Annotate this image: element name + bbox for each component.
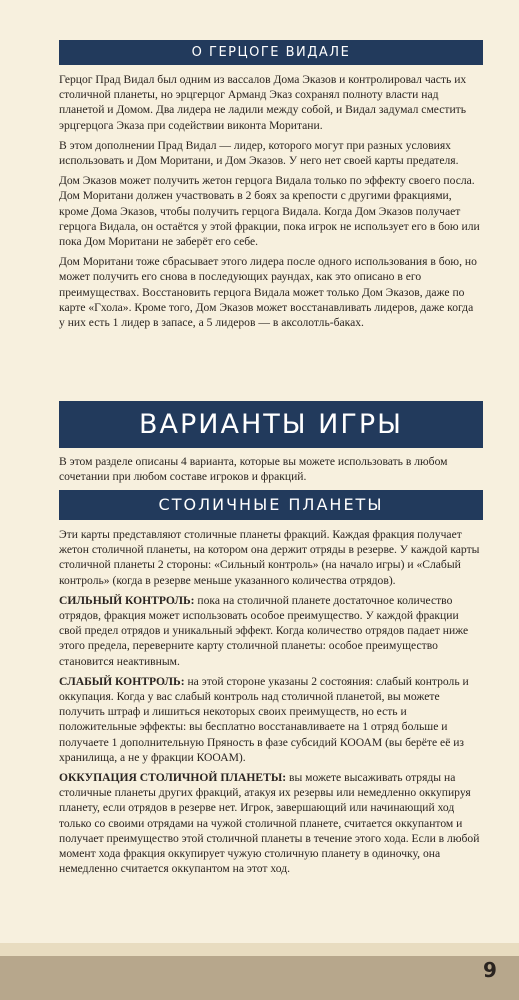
paragraph: В этом дополнении Прад Видал — лидер, которого могут при разных условиях использовать и Дом Моритани, и Дом Эказов. У него нет своей карты предателя.: [59, 138, 459, 168]
section-heading-duke-vidal: О ГЕРЦОГЕ ВИДАЛЕ: [59, 40, 483, 65]
section-body-duke-vidal: [59, 72, 481, 335]
term-label: СЛАБЫЙ КОНТРОЛЬ:: [59, 674, 185, 688]
term-text: на этой стороне указаны 2 состояния: слабый контроль и оккупация. Когда у вас слабый контроль над столичной планетой, вы можете получить штраф и лишиться некоторых своих преимуществ, но есть и положительные эффекты: вы бесплатно восстанавливаете на 1 отряд больше и получаете 1 дополнительную Пряность в фазе субсидий КООАМ (вы берёте её из хранилища, а не у фракции КООАМ).: [59, 674, 469, 764]
paragraph: Дом Моритани тоже сбрасывает этого лидера после одного использования в бою, но может получить его снова в последующих раундах, как это описано в его преимуществах. Восстановить герцога Видала может только Дом Эказов, даже по карте «Гхола». Кроме того, Дом Эказов может восстанавливать лидеров, даже когда у них есть 1 лидер в запасе, а 5 лидеров — в аксолотль-баках.: [59, 255, 477, 330]
term-text: вы можете высаживать отряды на столичные планеты других фракций, атакуя их резервы или немедленно оккупируя планету, если отрядов в резерве нет. Игрок, завершающий или начинающий ход только со своими отрядами на чужой столичной планете, считается оккупантом и получает преимущество этой столичной планеты в течение этого хода. Если в любой момент хода фракция оккупирует чужую столичную планету в одиночку, она немедленно считается оккупантом на этот ход.: [59, 771, 480, 876]
paragraph-weak-control: [59, 674, 481, 765]
term-label: СИЛЬНЫЙ КОНТРОЛЬ:: [59, 593, 195, 607]
footer-stripe: [0, 956, 519, 1000]
paragraph-occupation: [59, 770, 481, 876]
section-body-game-variants: [59, 454, 481, 489]
section-heading-capital-planets: СТОЛИЧНЫЕ ПЛАНЕТЫ: [59, 490, 483, 520]
paragraph: В этом разделе описаны 4 варианта, которые вы можете использовать в любом сочетании при любом составе игроков и фракций.: [59, 455, 448, 484]
term-text: пока на столичной планете достаточное количество отрядов, фракция может использовать особое преимущество. У каждой фракции свой предел отрядов и уникальный эффект. Когда количество отрядов падает ниже этого предела, переверните карту столичной планеты: особое преимущество становится неактивным.: [59, 593, 469, 668]
section-heading-game-variants: ВАРИАНТЫ ИГРЫ: [59, 401, 483, 448]
section-body-capital-planets: [59, 527, 481, 881]
paragraph-strong-control: [59, 593, 481, 669]
paragraph: Герцог Прад Видал был одним из вассалов Дома Эказов и контролировал часть их столичной планеты, но эрцгерцог Арманд Эказ сохранял полноту власти над планетой и Домом. Два лидера не ладили между собой, и Видал задумал сместить эрцгерцога Эказа при содействии виконта Моритани.: [59, 73, 467, 132]
paragraph: Эти карты представляют столичные планеты фракций. Каждая фракция получает жетон столичной планеты, на котором она держит отряды в резерве. У каждой карты столичной планеты 2 стороны: «Сильный контроль» (на начало игры) и «Слабый контроль» (когда в резерве меньше указанного количества отрядов).: [59, 528, 480, 587]
paragraph: Дом Эказов может получить жетон герцога Видала только по эффекту своего посла. Дом Моритани должен участвовать в 2 боях за крепости с другими фракциями, кроме Дома Эказов, чтобы получить герцога Видала. Когда Дом Эказов получает герцога Видала, он остаётся у этой фракции, пока игрок не использует его в бою или пока Дом Моритани не заберёт его себе.: [59, 174, 480, 249]
page-number: 9: [483, 958, 497, 982]
term-label: ОККУПАЦИЯ СТОЛИЧНОЙ ПЛАНЕТЫ:: [59, 771, 287, 785]
